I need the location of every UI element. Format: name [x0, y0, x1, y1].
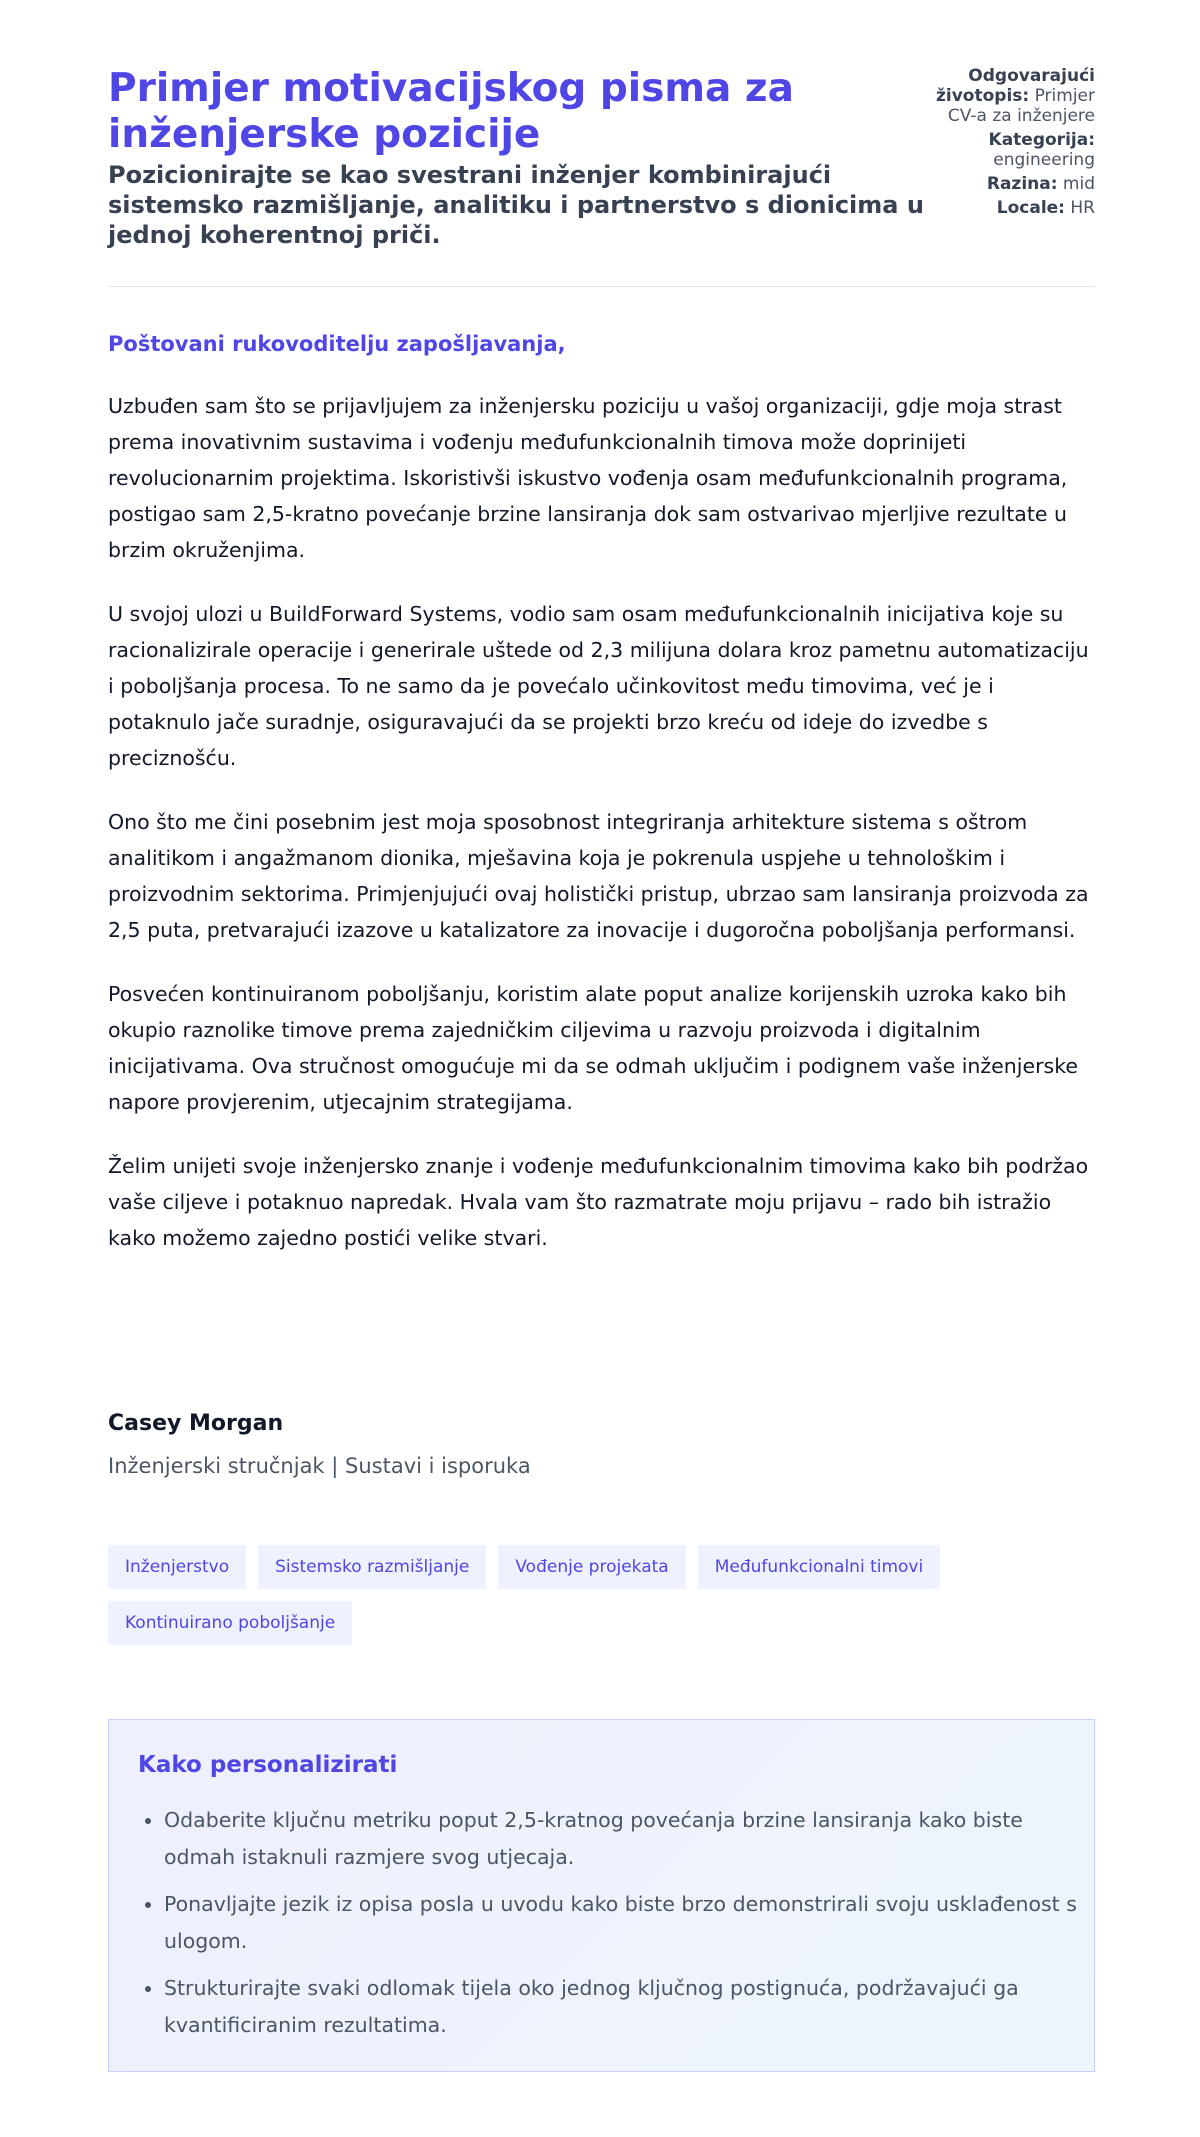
signature-block	[108, 1409, 531, 1481]
page-header	[108, 66, 1095, 287]
letter-paragraph: U svojoj ulozi u BuildForward Systems, vodio sam osam međufunkcionalnih inicijativa koje su racionalizirale operacije i generirale uštede od 2,3 milijuna dolara kroz pametnu automatizaciju i poboljšanja procesa. To ne samo da je povećalo učinkovitost među timovima, već je i potaknulo jače suradnje, osiguravajući da se projekti brzo kreću od ideje do izvedbe s preciznošću.	[108, 602, 1089, 770]
personalization-tips-box	[108, 1719, 1095, 2072]
meta-matching-resume	[915, 66, 1095, 126]
page-subtitle: Pozicionirajte se kao svestrani inženjer kombinirajući sistemsko razmišljanje, analitiku i partnerstvo s dionicima u jednoj koherentnoj priči.	[108, 161, 924, 249]
tag-chip: Sistemsko razmišljanje	[258, 1545, 486, 1589]
page-title: Primjer motivacijskog pisma za inženjerske pozicije	[108, 66, 794, 157]
tag-chip: Inženjerstvo	[108, 1545, 246, 1589]
letter-salutation: Poštovani rukovoditelju zapošljavanja,	[108, 332, 566, 356]
meta-value: mid	[1062, 174, 1095, 194]
meta-value: Primjer CV-a za inženjere	[947, 86, 1095, 126]
tips-title: Kako personalizirati	[138, 1752, 398, 1778]
letter-body	[108, 388, 1095, 1284]
meta-key: Odgovarajući životopis:	[935, 66, 1095, 106]
tag-chip: Kontinuirano poboljšanje	[108, 1601, 352, 1645]
tip-item: • Strukturirajte svaki odlomak tijela oko jednog ključnog postignuća, podržavajući ga kvantificiranim rezultatima.	[164, 1970, 1084, 2044]
signature-role: Inženjerski stručnjak | Sustavi i isporuka	[108, 1454, 531, 1478]
tag-list	[108, 1545, 1095, 1645]
metadata-panel	[915, 66, 1095, 222]
meta-value: engineering	[993, 150, 1095, 170]
letter-paragraph: Uzbuđen sam što se prijavljujem za inženjersku poziciju u vašoj organizaciji, gdje moja strast prema inovativnim sustavima i vođenju međufunkcionalnih timova može doprinijeti revolucionarnim projektima. Iskoristivši iskustvo vođenja osam međufunkcionalnih programa, postigao sam 2,5-kratno povećanje brzine lansiranja dok sam ostvarivao mjerljive rezultate u brzim okruženjima.	[108, 394, 1068, 562]
tag-chip: Međufunkcionalni timovi	[698, 1545, 941, 1589]
meta-level	[915, 174, 1095, 194]
meta-value: HR	[1070, 198, 1095, 218]
meta-key: Locale:	[996, 198, 1065, 218]
meta-key: Razina:	[986, 174, 1058, 194]
tip-item: • Ponavljajte jezik iz opisa posla u uvodu kako biste brzo demonstrirali svoju usklađenost s ulogom.	[164, 1886, 1084, 1960]
meta-key: Kategorija:	[988, 130, 1095, 150]
tips-list	[138, 1802, 1084, 2054]
meta-locale	[915, 198, 1095, 218]
letter-paragraph: Želim unijeti svoje inženjersko znanje i vođenje međufunkcionalnim timovima kako bih podržao vaše ciljeve i potaknuo napredak. Hvala vam što razmatrate moju prijavu – rado bih istražio kako možemo zajedno postići velike stvari.	[108, 1154, 1089, 1250]
signature-name: Casey Morgan	[108, 1411, 284, 1436]
tip-item: • Odaberite ključnu metriku poput 2,5-kratnog povećanja brzine lansiranja kako biste odmah istaknuli razmjere svog utjecaja.	[164, 1802, 1084, 1876]
meta-category	[915, 130, 1095, 170]
letter-paragraph: Ono što me čini posebnim jest moja sposobnost integriranja arhitekture sistema s oštrom analitikom i angažmanom dionika, mješavina koja je pokrenula uspjehe u tehnološkim i proizvodnim sektorima. Primjenjujući ovaj holistički pristup, ubrzao sam lansiranja proizvoda za 2,5 puta, pretvarajući izazove u katalizatore za inovacije i dugoročna poboljšanja performansi.	[108, 810, 1089, 942]
letter-paragraph: Posvećen kontinuiranom poboljšanju, koristim alate poput analize korijenskih uzroka kako bih okupio raznolike timove prema zajedničkim ciljevima u razvoju proizvoda i digitalnim inicijativama. Ova stručnost omogućuje mi da se odmah uključim i podignem vaše inženjerske napore provjerenim, utjecajnim strategijama.	[108, 982, 1078, 1114]
tag-chip: Vođenje projekata	[498, 1545, 685, 1589]
